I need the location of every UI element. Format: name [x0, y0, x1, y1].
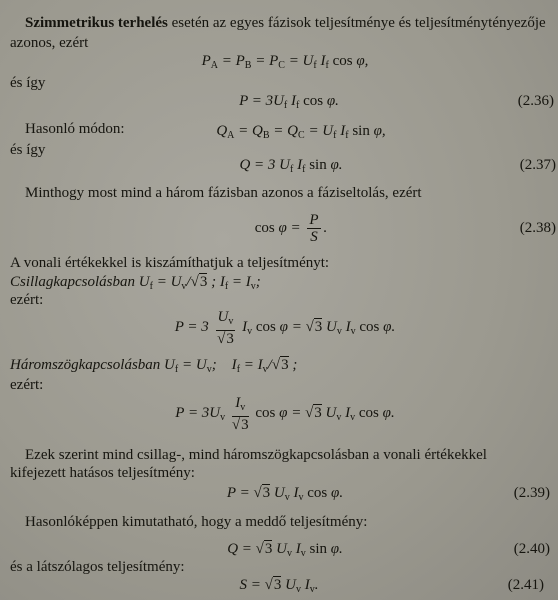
equation-qa-qb-qc: $Q_A = Q_B = Q_C = U_f$ $I_f$ sin φ, — [216, 123, 386, 141]
intro-line-1 — [25, 14, 558, 32]
latszolagos-text: és a látszólagos teljesítmény: — [10, 559, 185, 575]
equation-2-38: cos φ = $\frac{P}{S}$ . (2.38) — [254, 212, 556, 246]
equation-2-36: $P = 3U_f$ $I_f$ cos φ. (2.36) — [239, 93, 554, 111]
fraction-p-over-s: $\frac{P}{S}$ — [309, 212, 319, 246]
ezert-2: ezért: — [10, 377, 44, 393]
es-igy-1: és így — [10, 75, 46, 91]
eq-number-2-36: (2.36) — [517, 93, 554, 109]
eq-number-2-40: (2.40) — [513, 541, 550, 557]
equation-star: P = 3 $\frac{U_v}{√3}$ $I_v$ cos φ = √3 $U_v$ $I_v$ cos φ. — [174, 308, 396, 347]
equation-pa-pb-pc: $P_A = P_B = P_C = U_f$ $I_f$ cos φ, — [201, 53, 369, 71]
intro-line-2: azonos, ezért — [10, 35, 89, 51]
equation-2-40: Q = √3 $U_v$ $I_v$ sin φ. (2.40) — [227, 541, 550, 559]
harom-label: Háromszögkapcsolásban — [10, 357, 161, 373]
equation-2-37: Q = 3 $U_f$ $I_f$ sin φ. (2.37) — [239, 157, 556, 175]
equation-2-39: P = √3 $U_v$ $I_v$ cos φ. (2.39) — [226, 485, 550, 503]
ezek-line-1: Ezek szerint mind csillag-, mind háromszögkapcsolásban a vonali értékekkel — [25, 447, 487, 463]
hasonlo-modon: Hasonló módon: — [25, 121, 125, 137]
ezek-line-2: kifejezett hatásos teljesítmény: — [10, 465, 195, 481]
intro-bold-term: Szimmetrikus terhelés — [25, 15, 168, 31]
csillag-label: Csillagkapcsolásban — [10, 274, 136, 290]
es-igy-2: és így — [10, 142, 46, 158]
fraction-uv-over-sqrt3: $\frac{U_v}{√3}$ — [217, 308, 234, 347]
eq-number-2-37: (2.37) — [519, 157, 556, 173]
eq-number-2-39: (2.39) — [513, 485, 550, 501]
intro-rest: esetén az egyes fázisok teljesítménye és teljesítménytényezője — [167, 15, 546, 31]
eq-number-2-38: (2.38) — [519, 220, 556, 236]
vonali-text: A vonali értékekkel is kiszámíthatjuk a teljesítményt: — [10, 255, 330, 271]
equation-2-41: S = √3 $U_v$ $I_v$. (2.41) — [239, 577, 544, 595]
csillag-line: Csillagkapcsolásban $U_f = U_v/√3$ ; $I_f = I_v$; — [10, 274, 261, 292]
harom-line: Háromszögkapcsolásban $U_f = U_v$; $I_f = I_v/√3$ ; — [10, 357, 298, 375]
equation-delta: $P = 3U_v$ $\frac{I_v}{√3}$ cos φ = √3 $U_v$ $I_v$ cos φ. — [175, 394, 395, 433]
hasonlo2-text: Hasonlóképpen kimutatható, hogy a meddő teljesítmény: — [25, 514, 368, 530]
ezert-1: ezért: — [10, 292, 44, 308]
eq-number-2-41: (2.41) — [507, 577, 544, 593]
fraction-iv-over-sqrt3: $\frac{I_v}{√3}$ — [231, 394, 249, 433]
minthogy-text: Minthogy most mind a három fázisban azonos a fáziseltolás, ezért — [25, 185, 422, 201]
